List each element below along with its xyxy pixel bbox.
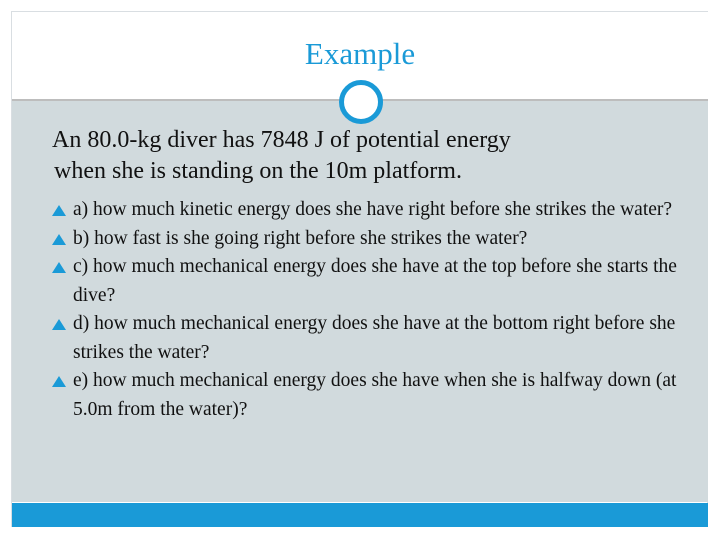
list-item	[52, 196, 677, 225]
list-item	[52, 310, 677, 367]
main-bullet-line-2: when she is standing on the 10m platform.	[54, 158, 462, 184]
sub-item-text: d) how much mechanical energy does she have at the bottom right before she strikes the water?	[73, 313, 676, 363]
ring-icon	[339, 80, 383, 124]
main-bullet-line-1: An 80.0-kg diver has 7848 J of potential energy	[52, 127, 511, 153]
triangle-bullet-icon	[52, 205, 66, 216]
slide-title: Example	[304, 36, 416, 71]
sub-item-text: c) how much mechanical energy does she have at the top before she starts the dive?	[73, 256, 677, 306]
triangle-bullet-icon	[52, 319, 66, 330]
sub-item-text: a) how much kinetic energy does she have right before she strikes the water?	[73, 199, 673, 220]
triangle-bullet-icon	[52, 234, 66, 245]
list-item	[52, 253, 677, 310]
triangle-bullet-icon	[52, 376, 66, 387]
sub-item-text: e) how much mechanical energy does she have when she is halfway down (at 5.0m from the water)?	[73, 370, 677, 420]
list-item	[52, 225, 677, 254]
list-item	[52, 367, 677, 424]
sub-bullet-list	[52, 196, 677, 424]
bottom-accent-bar	[12, 503, 708, 527]
sub-item-text: b) how fast is she going right before she strikes the water?	[73, 227, 528, 249]
main-bullet	[32, 125, 672, 187]
triangle-bullet-icon	[52, 262, 66, 273]
